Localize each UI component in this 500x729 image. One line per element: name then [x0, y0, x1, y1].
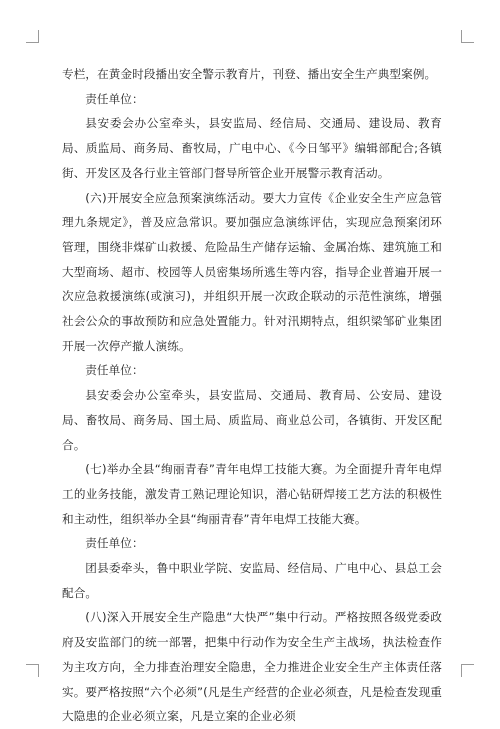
responsible-units-label: 责任单位： — [85, 363, 144, 378]
crop-mark-bottom-left — [26, 664, 39, 677]
responsible-units-label: 责任单位： — [85, 91, 144, 106]
section-seven-paragraph: (七)举办全县“绚丽青春”青年电焊工技能大赛。为全面提升青年电焊工的业务技能，激发青工熟记理论知识，潜心钻研焊接工艺方法的积极性和主动性，组织举办全县“绚丽青春”青年电焊工技能大赛。 — [62, 462, 442, 526]
responsible-units-text: 县安委会办公室牵头，县安监局、经信局、交通局、建设局、教育局、质监局、商务局、畜牧局，广电中心、《今日邹平》编辑部配合;各镇街、开发区及各行业主管部门督导所管企业开展警示教育活动。 — [62, 116, 442, 180]
document-body — [62, 62, 442, 729]
section-eight-paragraph: (八)深入开展安全生产隐患“大快严”集中行动。严格按照各级党委政府及安监部门的统一部署，把集中行动作为安全生产主战场，执法检查作为主攻方向，全力排查治理安全隐患，全力推进企业安全生产主体责任落实。要严格按照“六个必须”(凡是生产经营的企业必须查，凡是检查发现重大隐患的企业必须立案，凡是立案的企业必须 — [62, 610, 442, 724]
crop-mark-bottom-right — [461, 664, 474, 677]
responsible-units-text: 团县委牵头，鲁中职业学院、安监局、经信局、广电中心、县总工会配合。 — [62, 561, 442, 600]
responsible-units-text: 县安委会办公室牵头，县安监局、交通局、教育局、公安局、建设局、畜牧局、商务局、国土局、质监局、商业总公司，各镇街、开发区配合。 — [62, 388, 442, 452]
crop-mark-top-left — [26, 30, 39, 43]
section-six-paragraph: (六)开展安全应急预案演练活动。要大力宣传《企业安全生产应急管理九条规定》，普及应急常识。要加强应急演练评估，实现应急预案闭环管理，围绕非煤矿山救援、危险品生产储存运输、金属冶炼、建筑施工和大型商场、超市、校园等人员密集场所逃生等内容，指导企业普遍开展一次应急救援演练(或演习)，并组织开展一次政企联动的示范性演练，增强社会公众的事故预防和应急处置能力。针对汛期特点，组织梁邹矿业集团开展一次停产撤人演练。 — [62, 190, 442, 353]
crop-mark-top-right — [461, 30, 474, 43]
responsible-units-label: 责任单位： — [85, 536, 144, 551]
paragraph-continuation: 专栏，在黄金时段播出安全警示教育片，刊登、播出安全生产典型案例。 — [62, 67, 437, 81]
